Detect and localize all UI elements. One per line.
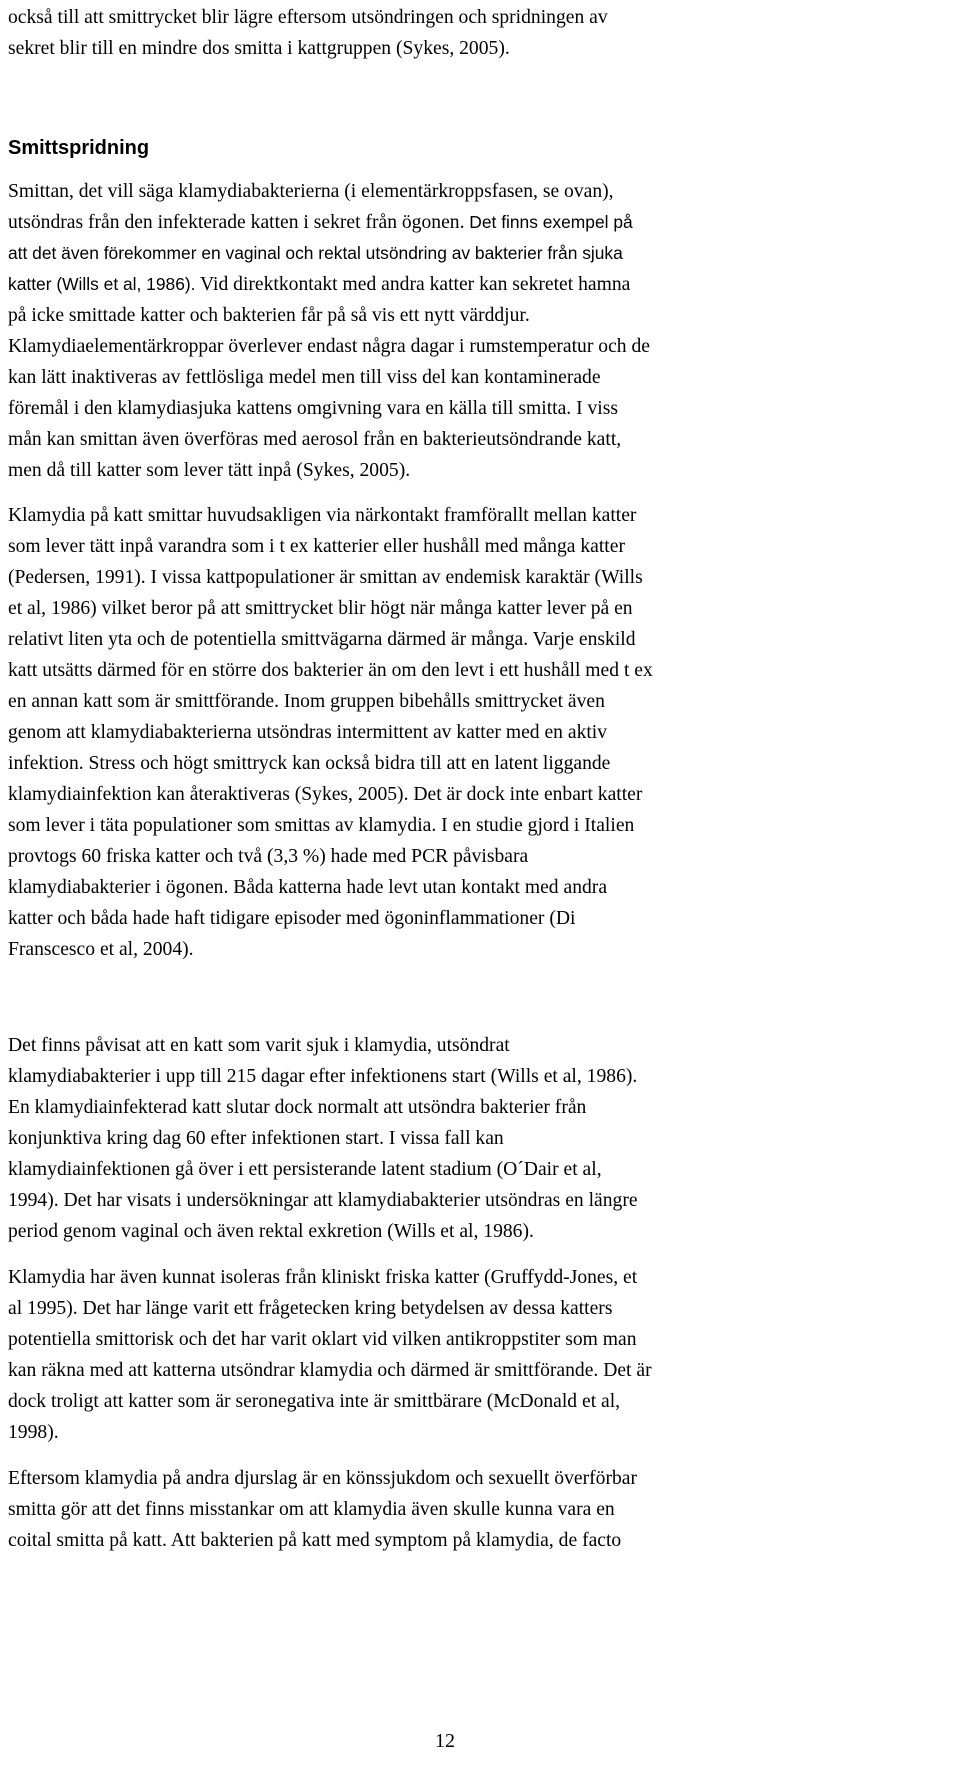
text-line: konjunktiva kring dag 60 efter infektionen start. I vissa fall kan [8, 1128, 504, 1149]
text-line: Klamydia har även kunnat isoleras från kliniskt friska katter (Gruffydd-Jones, et [8, 1267, 638, 1288]
text-line: Klamydia på katt smittar huvudsakligen via närkontakt framförallt mellan katter [8, 505, 637, 526]
text-line-mixed [8, 269, 928, 300]
text-line: En klamydiainfekterad katt slutar dock normalt att utsöndra bakterier från [8, 1097, 587, 1118]
text-line: al 1995). Det har länge varit ett frågetecken kring betydelsen av dessa katters [8, 1298, 613, 1319]
text-line: smitta gör att det finns misstankar om att klamydia även skulle kunna vara en [8, 1499, 615, 1520]
text-line: 1994). Det har visats i undersökningar att klamydiabakterier utsöndras en längre [8, 1190, 638, 1211]
text-line: katter och båda hade haft tidigare episoder med ögoninflammationer (Di [8, 908, 576, 929]
text-segment-sans: Det finns exempel på [464, 212, 633, 232]
text-line: potentiella smittorisk och det har varit oklart vid vilken antikroppstiter som man [8, 1329, 637, 1350]
text-line: 1998). [8, 1422, 59, 1443]
text-line: Eftersom klamydia på andra djurslag är en könssjukdom och sexuellt överförbar [8, 1468, 637, 1489]
text-line: genom att klamydiabakterierna utsöndras intermittent av katter med en aktiv [8, 722, 608, 743]
text-line: klamydiainfektion kan återaktiveras (Sykes, 2005). Det är dock inte enbart katter [8, 784, 643, 805]
text-line: provtogs 60 friska katter och två (3,3 %) hade med PCR påvisbara [8, 846, 529, 867]
text-line: föremål i den klamydiasjuka kattens omgivning vara en källa till smitta. I viss [8, 398, 618, 419]
text-segment-sans: katter (Wills et al, 1986). [8, 274, 196, 294]
text-line: kan räkna med att katterna utsöndrar klamydia och därmed är smittförande. Det är [8, 1360, 652, 1381]
page-number: 12 [435, 1730, 455, 1752]
text-line: sekret blir till en mindre dos smitta i kattgruppen (Sykes, 2005). [8, 38, 510, 59]
text-line: också till att smittrycket blir lägre eftersom utsöndringen och spridningen av [8, 7, 608, 28]
text-line: et al, 1986) vilket beror på att smittrycket blir högt när många katter lever på en [8, 598, 633, 619]
text-line: Smittan, det vill säga klamydiabakterierna (i elementärkroppsfasen, se ovan), [8, 181, 614, 202]
text-line: Det finns påvisat att en katt som varit sjuk i klamydia, utsöndrat [8, 1035, 510, 1056]
text-line: klamydiainfektionen gå över i ett persisterande latent stadium (O´Dair et al, [8, 1159, 602, 1180]
text-line: en annan katt som är smittförande. Inom gruppen bibehålls smittrycket även [8, 691, 605, 712]
text-line: som lever i täta populationer som smittas av klamydia. I en studie gjord i Italien [8, 815, 635, 836]
text-segment: utsöndras från den infekterade katten i sekret från ögonen. [8, 212, 465, 233]
text-line: (Pedersen, 1991). I vissa kattpopulationer är smittan av endemisk karaktär (Wills [8, 567, 643, 588]
text-line: infektion. Stress och högt smittryck kan också bidra till att en latent liggande [8, 753, 611, 774]
text-line: att det även förekommer en vaginal och rektal utsöndring av bakterier från sjuka [8, 243, 623, 263]
text-line-mixed [8, 207, 928, 238]
text-line: katt utsätts därmed för en större dos bakterier än om den levt i ett hushåll med t ex [8, 660, 653, 681]
text-line: relativt liten yta och de potentiella smittvägarna därmed är många. Varje enskild [8, 629, 636, 650]
paragraph-transmission [8, 500, 928, 965]
text-line: klamydiabakterier i upp till 215 dagar efter infektionens start (Wills et al, 1986). [8, 1066, 638, 1087]
text-line: period genom vaginal och även rektal exkretion (Wills et al, 1986). [8, 1221, 534, 1242]
text-line: coital smitta på katt. Att bakterien på katt med symptom på klamydia, de facto [8, 1530, 622, 1551]
intro-paragraph [8, 2, 928, 64]
text-line: på icke smittade katter och bakterien får på så vis ett nytt värddjur. [8, 305, 530, 326]
text-line: mån kan smittan även överföras med aerosol från en bakterieutsöndrande katt, [8, 429, 622, 450]
text-line: Franscesco et al, 2004). [8, 939, 194, 960]
text-line: kan lätt inaktiveras av fettlösliga medel men till viss del kan kontaminerade [8, 367, 601, 388]
paragraph-shedding-duration [8, 1030, 928, 1247]
paragraph-sexual-transmission [8, 1463, 928, 1556]
text-line: klamydiabakterier i ögonen. Båda katterna hade levt utan kontakt med andra [8, 877, 608, 898]
text-segment: Vid direktkontakt med andra katter kan sekretet hamna [195, 274, 631, 295]
text-line: som lever tätt inpå varandra som i t ex katterier eller hushåll med många katter [8, 536, 625, 557]
text-line: men då till katter som lever tätt inpå (Sykes, 2005). [8, 460, 411, 481]
paragraph-smittspridning [8, 176, 928, 486]
text-line: Klamydiaelementärkroppar överlever endast några dagar i rumstemperatur och de [8, 336, 650, 357]
paragraph-healthy-carriers [8, 1262, 928, 1448]
text-line: dock troligt att katter som är seronegativa inte är smittbärare (McDonald et al, [8, 1391, 621, 1412]
section-heading: Smittspridning [8, 137, 150, 159]
